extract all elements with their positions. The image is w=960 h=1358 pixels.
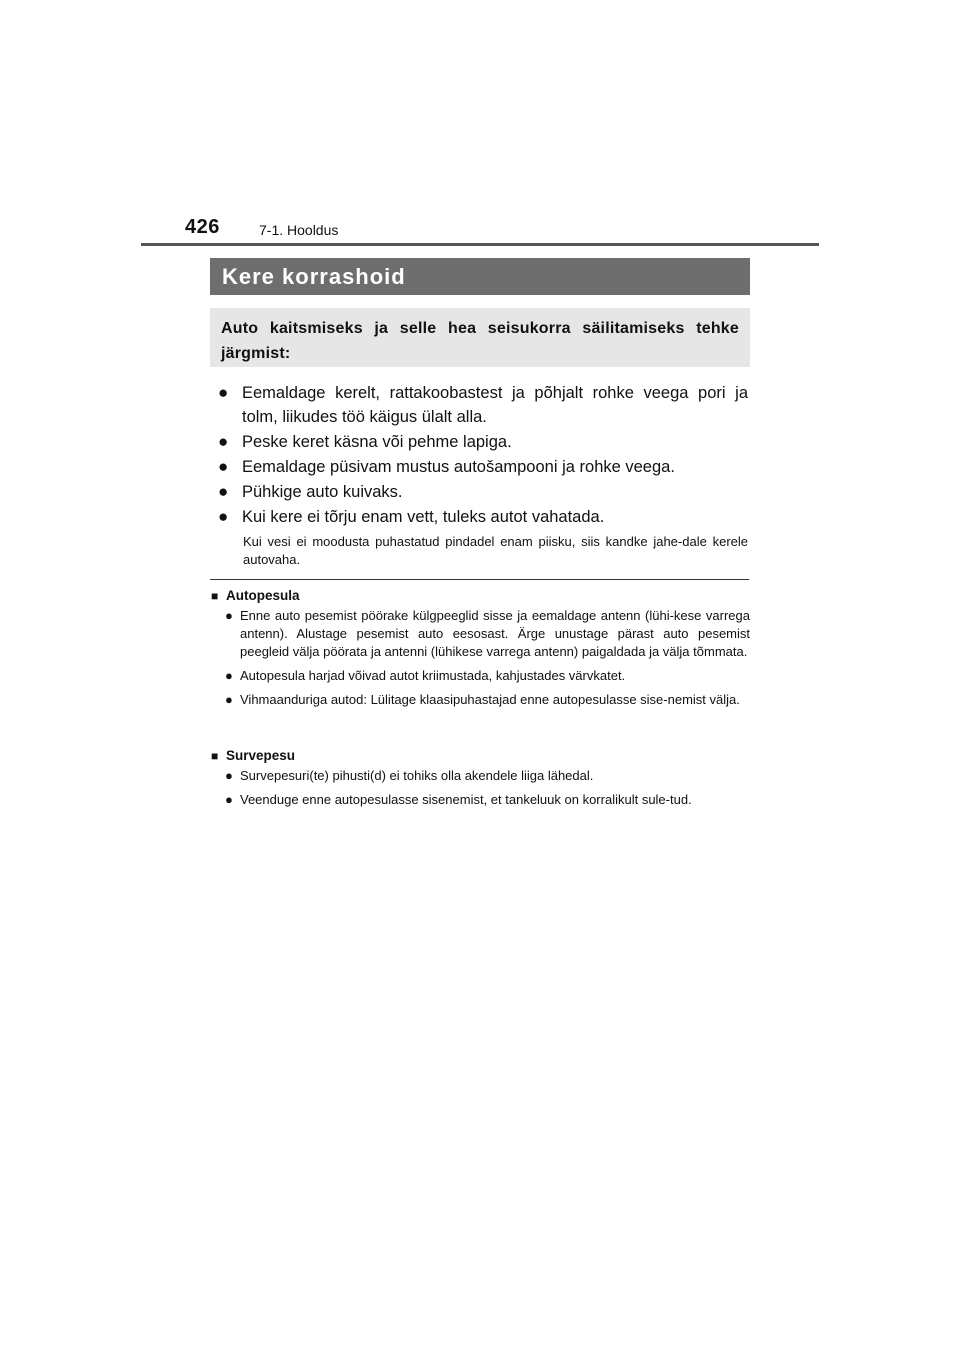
list-item-text: Eemaldage püsivam mustus autošampooni ja rohke veega. (242, 458, 675, 476)
list-item-text: Enne auto pesemist pöörake külgpeeglid sisse ja eemaldage antenn (lühi-kese varrega antenn). Alustage pesemist auto eesosast. Ärge unustage pärast auto pesemist peegleid välja pöörata ja antenni (lühikese varrega antenn) paigaldada ja välja tõmmata. (240, 608, 750, 659)
subsection-survepesu (211, 747, 750, 809)
bullet-icon: ● (218, 432, 229, 451)
list-item (218, 430, 748, 454)
bullet-icon: ● (225, 668, 233, 683)
list-item (218, 381, 748, 429)
square-bullet-icon: ■ (211, 749, 219, 763)
section-title: Kere korrashoid (222, 263, 406, 289)
list-item-text: Veenduge enne autopesulasse sisenemist, et tankeluuk on korralikult sule-tud. (240, 792, 692, 807)
square-bullet-icon: ■ (211, 589, 219, 603)
notes-divider (210, 579, 749, 580)
bullet-icon: ● (218, 507, 229, 526)
list-item (211, 607, 750, 661)
list-item-text: Kui kere ei tõrju enam vett, tuleks autot vahatada. (242, 508, 605, 526)
wax-note: Kui vesi ei moodusta puhastatud pindadel enam piisku, siis kandke jahe-dale kerele autovaha. (243, 534, 748, 567)
list-item-text: Eemaldage kerelt, rattakoobastest ja põhjalt rohke veega pori ja tolm, liikudes töö käigus ülalt alla. (242, 384, 748, 426)
bullet-icon: ● (225, 792, 233, 807)
header-divider (141, 243, 819, 246)
intro-text: Auto kaitsmiseks ja selle hea seisukorra säilitamiseks tehke järgmist: (221, 320, 739, 362)
bullet-icon: ● (225, 608, 233, 623)
list-item (218, 455, 748, 479)
bullet-icon: ● (225, 692, 233, 707)
list-item (211, 791, 750, 809)
list-item-text: Autopesula harjad võivad autot kriimustada, kahjustades värvkatet. (240, 668, 626, 683)
bullet-icon: ● (225, 768, 233, 783)
section-title-bar (210, 258, 750, 295)
bullet-icon: ● (218, 457, 229, 476)
list-item (211, 767, 750, 785)
list-item-text: Survepesuri(te) pihusti(d) ei tohiks olla akendele liiga lähedal. (240, 768, 594, 783)
list-item-text: Vihmaanduriga autod: Lülitage klaasipuhastajad enne autopesulasse sise-nemist välja. (240, 692, 740, 707)
list-item (218, 480, 748, 504)
list-item (211, 691, 750, 709)
list-item (211, 667, 750, 685)
intro-box (210, 308, 750, 367)
subsection-autopesula (211, 587, 750, 709)
subsection-title (211, 587, 750, 605)
care-steps-list (218, 381, 748, 530)
bullet-icon: ● (218, 482, 229, 501)
page-number: 426 (185, 216, 220, 238)
list-item (218, 505, 748, 529)
list-item-text: Pühkige auto kuivaks. (242, 483, 403, 501)
section-reference: 7-1. Hooldus (259, 222, 339, 238)
subsection-title-text: Survepesu (226, 748, 296, 763)
subsection-title (211, 747, 750, 765)
list-item-text: Peske keret käsna või pehme lapiga. (242, 433, 512, 451)
bullet-icon: ● (218, 383, 229, 402)
subsection-title-text: Autopesula (226, 588, 300, 603)
